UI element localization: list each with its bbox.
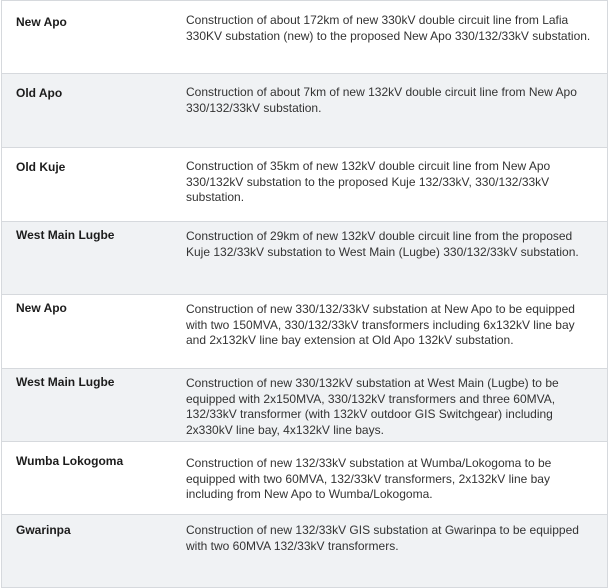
location-cell: Old Apo bbox=[16, 86, 63, 100]
description-cell: Construction of 29km of new 132kV double circuit line from the proposed Kuje 132/33kV substation to West Main (Lugbe) 330/132/33kV substation. bbox=[186, 229, 579, 259]
location-cell: Old Kuje bbox=[16, 160, 66, 174]
location-cell: West Main Lugbe bbox=[16, 375, 115, 389]
table-row bbox=[2, 369, 607, 442]
location-cell: West Main Lugbe bbox=[16, 228, 115, 242]
location-cell: New Apo bbox=[16, 15, 67, 29]
description-cell: Construction of new 330/132/33kV substation at New Apo to be equipped with two 150MVA, 330/132/33kV transformers including 6x132kV line bay and 2x132kV line bay extension at Old Apo 132kV substation. bbox=[186, 302, 575, 347]
projects-table bbox=[1, 0, 608, 588]
table-row bbox=[2, 1, 607, 74]
table-row bbox=[2, 222, 607, 295]
description-cell: Construction of new 132/33kV substation at Wumba/Lokogoma to be equipped with two 60MVA, 132/33kV transformers, 2x132kV line bay including from New Apo to Wumba/Lokogoma. bbox=[186, 456, 552, 501]
description-cell: Construction of about 172km of new 330kV double circuit line from Lafia 330KV substation (new) to the proposed New Apo 330/132/33kV substation. bbox=[186, 13, 591, 43]
table-row bbox=[2, 74, 607, 148]
description-cell: Construction of new 330/132kV substation at West Main (Lugbe) to be equipped with 2x150MVA, 330/132kV transformers and three 60MVA, 132/33kV transformer (with 132kV outdoor GIS Switchgear) including 2x330kV line bay, 4x132kV line bays. bbox=[186, 376, 559, 437]
table-row bbox=[2, 148, 607, 222]
description-cell: Construction of new 132/33kV GIS substation at Gwarinpa to be equipped with two 60MVA 132/33kV transformers. bbox=[186, 523, 579, 553]
location-cell: Wumba Lokogoma bbox=[16, 454, 124, 468]
table-row bbox=[2, 515, 607, 587]
description-cell: Construction of about 7km of new 132kV double circuit line from New Apo 330/132/33kV substation. bbox=[186, 85, 577, 115]
location-cell: Gwarinpa bbox=[16, 523, 71, 537]
table-row bbox=[2, 295, 607, 369]
table-row bbox=[2, 442, 607, 515]
description-cell: Construction of 35km of new 132kV double circuit line from New Apo 330/132kV substation to the proposed Kuje 132/33kV, 330/132/33kV substation. bbox=[186, 159, 551, 204]
location-cell: New Apo bbox=[16, 301, 67, 315]
